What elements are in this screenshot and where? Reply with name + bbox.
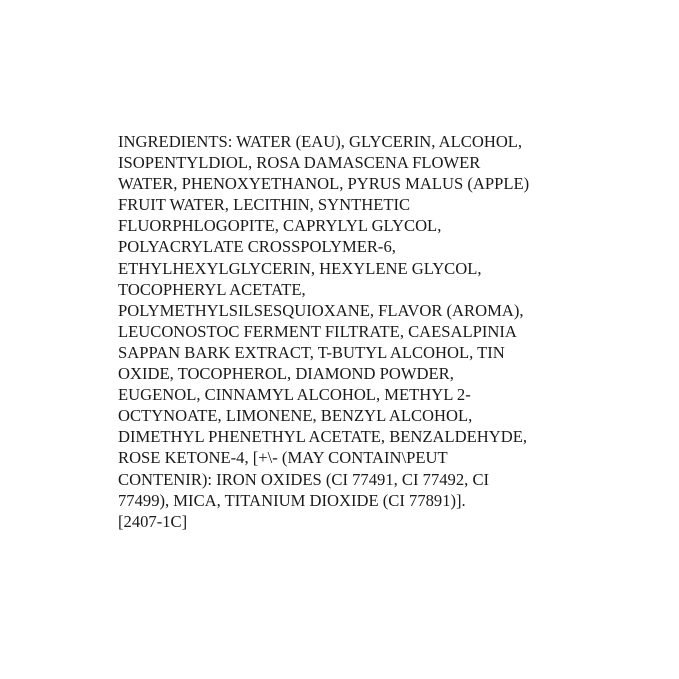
ingredient-line: POLYACRYLATE CROSSPOLYMER-6, (118, 237, 396, 257)
ingredient-line: SAPPAN BARK EXTRACT, T-BUTYL ALCOHOL, TIN (118, 342, 505, 362)
ingredient-line: 77499), MICA, TITANIUM DIOXIDE (CI 77891)]. (118, 490, 466, 510)
ingredient-line: FRUIT WATER, LECITHIN, SYNTHETIC (118, 195, 411, 215)
ingredient-line: FLUORPHLOGOPITE, CAPRYLYL GLYCOL, (118, 216, 442, 236)
ingredient-line: OXIDE, TOCOPHEROL, DIAMOND POWDER, (118, 364, 454, 384)
ingredient-line: CONTENIR): IRON OXIDES (CI 77491, CI 77492, CI (118, 469, 490, 489)
ingredients-text-block (118, 131, 578, 532)
ingredient-line: DIMETHYL PHENETHYL ACETATE, BENZALDEHYDE, (118, 427, 527, 447)
ingredient-line: WATER, PHENOXYETHANOL, PYRUS MALUS (APPLE) (118, 174, 530, 194)
ingredient-line: INGREDIENTS: WATER (EAU), GLYCERIN, ALCOHOL, (118, 132, 523, 151)
ingredient-line: OCTYNOATE, LIMONENE, BENZYL ALCOHOL, (118, 406, 473, 426)
ingredient-line: TOCOPHERYL ACETATE, (118, 279, 306, 299)
ingredient-line: EUGENOL, CINNAMYL ALCOHOL, METHYL 2- (118, 385, 471, 405)
ingredient-line: LEUCONOSTOC FERMENT FILTRATE, CAESALPINIA (118, 321, 517, 341)
ingredient-line: POLYMETHYLSILSESQUIOXANE, FLAVOR (AROMA), (118, 300, 524, 320)
batch-code: [2407-1C] (118, 511, 188, 531)
ingredient-line: ETHYLHEXYLGLYCERIN, HEXYLENE GLYCOL, (118, 258, 482, 278)
ingredient-line: ROSE KETONE-4, [+\- (MAY CONTAIN\PEUT (118, 448, 448, 468)
ingredient-line: ISOPENTYLDIOL, ROSA DAMASCENA FLOWER (118, 153, 481, 173)
